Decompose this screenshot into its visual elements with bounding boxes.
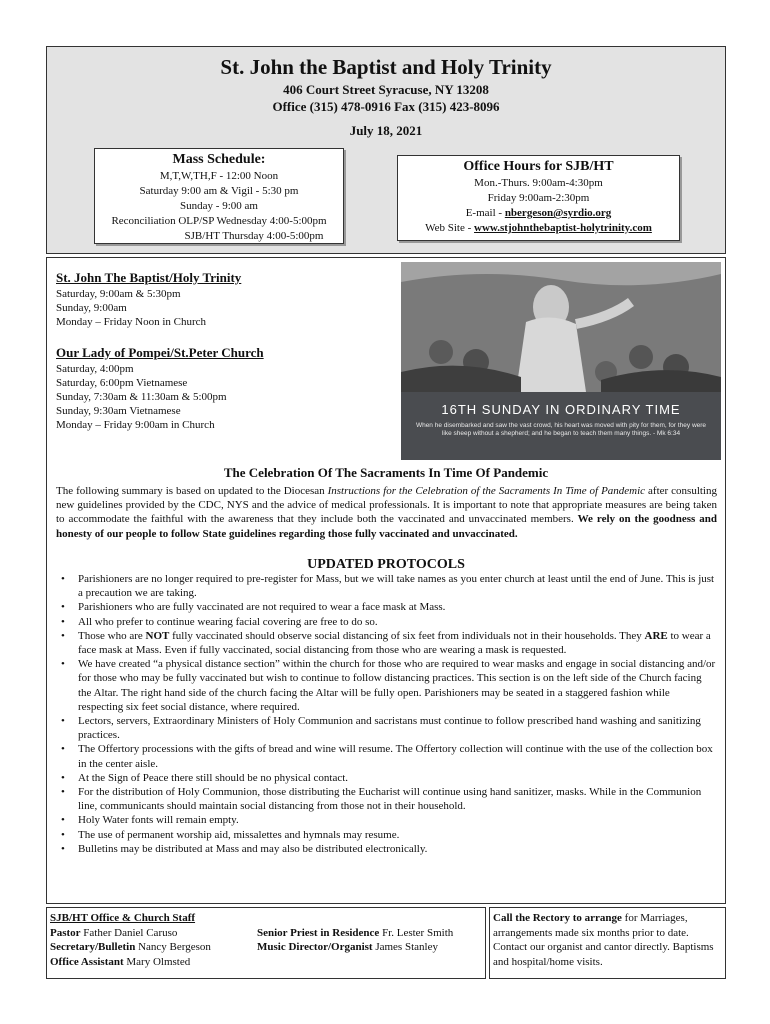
mass-line: M,T,W,TH,F - 12:00 Noon xyxy=(159,170,279,182)
staff-heading: SJB/HT Office & Church Staff xyxy=(50,912,196,924)
list-item: • Parishioners are no longer required to pre-register for Mass, but we will take names as you enter church at least until the end of June. This is just a precaution we are taking. xyxy=(56,572,717,600)
list-item: • All who prefer to continue wearing facial covering are free to do so. xyxy=(56,615,717,629)
crowd-illustration xyxy=(401,262,721,392)
schedule-line: Sunday, 9:00am xyxy=(56,302,127,314)
celebration-paragraph xyxy=(56,484,717,541)
parish-phone: Office (315) 478-0916 Fax (315) 423-8096 xyxy=(272,99,500,114)
email-label: E-mail - xyxy=(465,207,505,219)
staff-music-director: Music Director/Organist James Stanley xyxy=(257,941,438,953)
jesus-teaching-crowd-image xyxy=(401,262,721,460)
main-panel xyxy=(46,257,726,904)
mass-line: Saturday 9:00 am & Vigil - 5:30 pm xyxy=(139,185,299,197)
email-link[interactable]: nbergeson@syrdio.org xyxy=(504,207,612,219)
schedule-line: Sunday, 7:30am & 11:30am & 5:00pm xyxy=(56,391,227,403)
office-hours-friday: Friday 9:00am-2:30pm xyxy=(487,192,590,204)
paragraph-emphasis: We rely on the goodness and honesty of our people to follow State guidelines regarding those fully vaccinated and unvaccinated. xyxy=(56,513,717,540)
list-item: • Bulletins may be distributed at Mass and may also be distributed electronically. xyxy=(56,842,717,856)
olp-schedule-heading: Our Lady of Pompei/St.Peter Church xyxy=(56,345,264,360)
olp-schedule-list xyxy=(56,362,227,432)
staff-assistant: Office Assistant Mary Olmsted xyxy=(50,955,191,968)
mass-line: SJB/HT Thursday 4:00-5:00pm xyxy=(184,230,324,242)
rectory-box xyxy=(489,907,726,979)
mass-line: Sunday - 9:00 am xyxy=(180,200,258,212)
header-panel xyxy=(46,46,726,254)
list-item: • Lectors, servers, Extraordinary Ministers of Holy Communion and sacristans must continue to follow prescribed hand washing and sanitizing practices. xyxy=(56,714,717,742)
schedule-line: Monday – Friday 9:00am in Church xyxy=(56,419,215,431)
protocols-heading: UPDATED PROTOCOLS xyxy=(307,557,465,572)
list-item: • The Offertory processions with the gifts of bread and wine will resume. The Offertory collection will continue with the use of the collection box in the center aisle. xyxy=(56,742,717,770)
list-item: • Those who are NOT fully vaccinated should observe social distancing of six feet from individuals not in their households. They ARE to wear a face mask at Mass. Even if fully vaccinated, social distancing from those who are wearing a mask is requested. xyxy=(56,629,717,657)
image-title: 16TH SUNDAY IN ORDINARY TIME xyxy=(441,402,681,417)
staff-left-column xyxy=(50,911,250,969)
rectory-text xyxy=(493,911,722,969)
staff-senior-priest: Senior Priest in Residence Fr. Lester Smith xyxy=(257,926,454,939)
staff-box xyxy=(46,907,486,979)
website-link[interactable]: www.stjohnthebaptist-holytrinity.com xyxy=(474,222,652,234)
instructions-title: Instructions for the Celebration of the Sacraments In Time of Pandemic xyxy=(327,485,646,497)
paragraph-text: after consulting new guidelines provided by the CDC, NYS and the advice of medical professionals. It is important to note that appropriate measures are being taken to accommodate the faithful with the awareness that they include both the vaccinated and unvaccinated members. xyxy=(56,485,717,526)
list-item: • Holy Water fonts will remain empty. xyxy=(56,813,717,827)
rectory-emphasis: Call the Rectory to arrange xyxy=(493,912,622,924)
email-line xyxy=(398,206,679,221)
celebration-heading: The Celebration Of The Sacraments In Time Of Pandemic xyxy=(223,465,549,480)
website-line xyxy=(398,221,679,236)
schedule-line: Sunday, 9:30am Vietnamese xyxy=(56,405,181,417)
bulletin-date: July 18, 2021 xyxy=(349,123,423,138)
mass-line: Reconciliation OLP/SP Wednesday 4:00-5:00pm xyxy=(111,215,327,227)
staff-right-column xyxy=(257,926,485,955)
list-item: • The use of permanent worship aid, missalettes and hymnals may resume. xyxy=(56,828,717,842)
schedule-line: Saturday, 4:00pm xyxy=(56,363,134,375)
mass-schedule-heading: Mass Schedule: xyxy=(172,152,266,167)
schedule-line: Saturday, 6:00pm Vietnamese xyxy=(56,377,188,389)
list-item: • For the distribution of Holy Communion, those distributing the Eucharist will continue using hand sanitizer, masks. While in the Communion line, communicants should maintain social distancing from those not in their household. xyxy=(56,785,717,813)
office-hours-weekdays: Mon.-Thurs. 9:00am-4:30pm xyxy=(474,177,603,189)
rectory-body: for Marriages, arrangements made six months prior to date. Contact our organist and cantor directly. Baptisms and hospital/home visits. xyxy=(493,912,714,968)
schedule-line: Monday – Friday Noon in Church xyxy=(56,316,207,328)
staff-secretary: Secretary/Bulletin Nancy Bergeson xyxy=(50,941,211,953)
mass-schedule-box xyxy=(94,148,344,244)
office-hours-box xyxy=(397,155,680,241)
list-item: • Parishioners who are fully vaccinated are not required to wear a face mask at Mass. xyxy=(56,600,717,614)
schedule-line: Saturday, 9:00am & 5:30pm xyxy=(56,288,181,300)
parish-address-block xyxy=(47,81,725,115)
protocols-list xyxy=(56,572,717,856)
list-item: • At the Sign of Peace there still should be no physical contact. xyxy=(56,771,717,785)
sjb-schedule-heading: St. John The Baptist/Holy Trinity xyxy=(56,270,242,285)
sjb-schedule-list xyxy=(56,287,206,329)
website-label: Web Site - xyxy=(425,222,475,234)
paragraph-text: The following summary is based on updated to the Diocesan xyxy=(56,485,328,497)
image-quote: When he disembarked and saw the vast crowd, his heart was moved with pity for them, for they were like sheep without a shepherd; and he began to teach them many things. - Mk 6:34 xyxy=(415,422,707,437)
office-hours-heading: Office Hours for SJB/HT xyxy=(463,159,614,174)
staff-pastor: Pastor Father Daniel Caruso xyxy=(50,926,178,939)
parish-address: 406 Court Street Syracuse, NY 13208 xyxy=(283,82,489,97)
list-item: • We have created “a physical distance section” within the church for those who are required to wear masks and engage in social distancing and/or for those who may be fully vaccinated but wish to continue to follow distancing practices. This section is on the left side of the Church facing the Altar. The right hand side of the church facing the Altar will be fully open. Parishioners may be seated in a staggered fashion while respecting six feet social distance, where required. xyxy=(56,657,717,714)
parish-title: St. John the Baptist and Holy Trinity xyxy=(220,55,552,79)
